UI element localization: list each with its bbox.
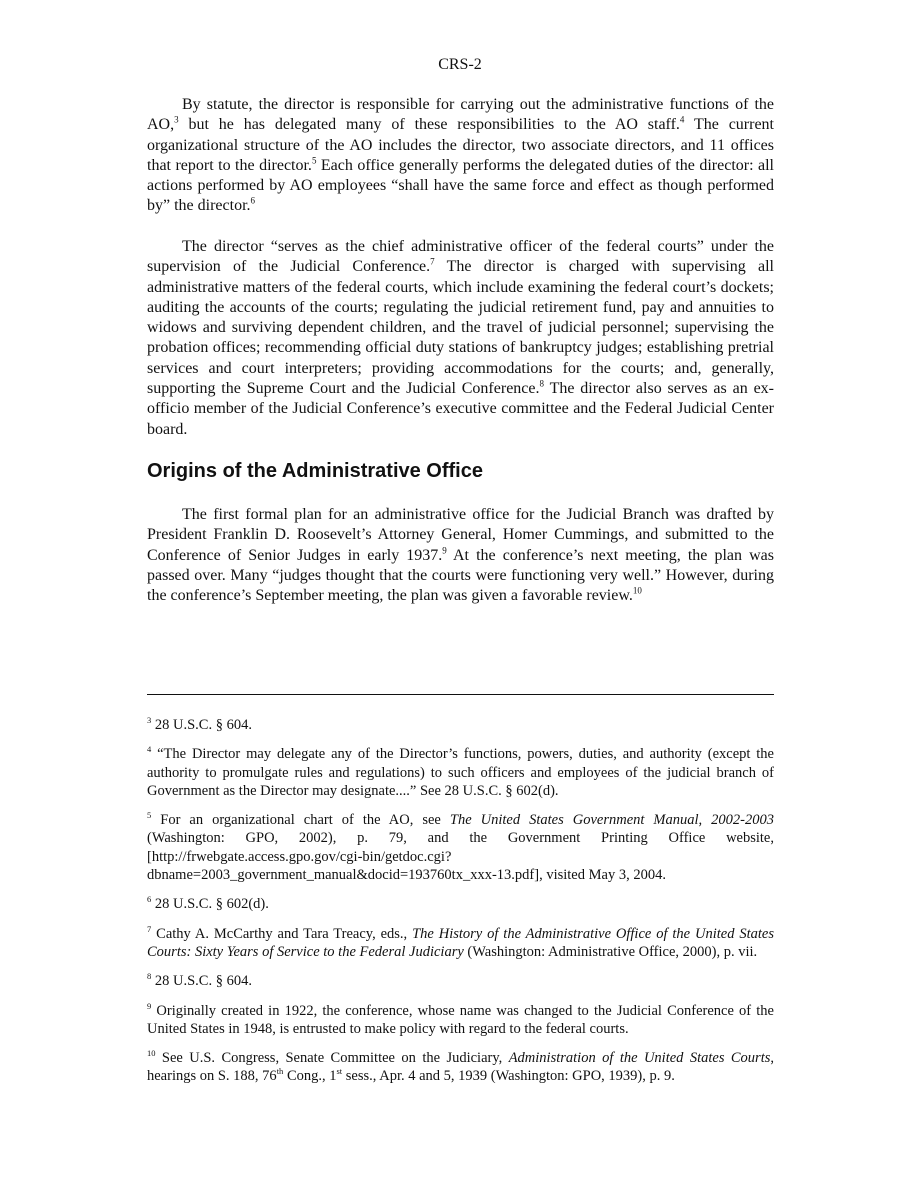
footnote-ref[interactable]: 3 bbox=[174, 114, 179, 125]
footnote-text: (Washington: GPO, 2002), p. 79, and the Government Printing Office website, [http://frwebgate.access.gpo.gov/cgi-bin/getdoc.cgi?dbname=2003_government_manual&docid=193760tx_xxx-13.pdf], visited May 3, 2004. bbox=[147, 830, 774, 884]
paragraph-text: The director “serves as the chief administrative officer of the federal courts” under the supervision of the Judicial Conference. bbox=[147, 238, 774, 276]
footnote-text: (Washington: Administrative Office, 2000), p. vii. bbox=[463, 943, 758, 960]
footnote-text: For an organizational chart of the AO, see bbox=[151, 812, 450, 829]
footnote-9 bbox=[147, 1002, 774, 1039]
body-paragraph-3 bbox=[147, 505, 774, 606]
footnote-text: sess., Apr. 4 and 5, 1939 (Washington: GPO, 1939), p. 9. bbox=[342, 1068, 675, 1085]
paragraph-text: At the conference’s next meeting, the plan was passed over. Many “judges thought that the courts were functioning very well.” However, during the conference’s September meeting, the plan was given a favorable review. bbox=[147, 546, 775, 605]
paragraph-text: The director is charged with supervising all administrative matters of the federal courts, which include examining the federal court’s dockets; auditing the accounts of the courts; regulating the judicial retirement fund, pay and annuities to widows and surviving dependent children, and the travel of judicial personnel; supervising the probation offices; recommending official duty stations of bankruptcy judges; establishing pretrial services and court interpreters; providing accommodations for the courts; and, generally, supporting the Supreme Court and the Judicial Conference. bbox=[147, 258, 775, 398]
section-heading: Origins of the Administrative Office bbox=[147, 460, 483, 482]
page-header bbox=[0, 56, 920, 74]
paragraph-text: The current organizational structure of the AO includes the director, two associate directors, and 11 offices that report to the director. bbox=[147, 116, 775, 174]
cited-title: The United States Government Manual, 2002-2003 bbox=[449, 812, 774, 829]
footnote-divider bbox=[147, 694, 774, 695]
footnote-text: Originally created in 1922, the conference, whose name was changed to the Judicial Conference of the United States in 1948, is entrusted to make policy with regard to the federal courts. bbox=[147, 1002, 774, 1037]
footnote-text: Cathy A. McCarthy and Tara Treacy, eds., bbox=[151, 925, 413, 942]
paragraph-text: By statute, the director is responsible for carrying out the administrative functions of the AO, bbox=[147, 96, 774, 134]
ordinal-suffix: st bbox=[336, 1066, 343, 1077]
paragraph-text: The director also serves as an ex-officio member of the Judicial Conference’s executive committee and the Federal Judicial Center board. bbox=[147, 380, 774, 438]
footnote-text: , hearings on S. 188, 76 bbox=[147, 1050, 774, 1085]
paragraph-text: Each office generally performs the delegated duties of the director: all actions performed by AO employees “shall have the same force and effect as though performed by” the director. bbox=[147, 156, 774, 215]
page-label: CRS-2 bbox=[438, 56, 482, 73]
footnote-ref[interactable]: 9 bbox=[442, 545, 447, 556]
footnote-6 bbox=[147, 895, 774, 913]
footnote-text: 28 U.S.C. § 604. bbox=[151, 973, 252, 990]
cited-title: Administration of the United States Courts bbox=[508, 1050, 771, 1067]
footnote-number: 5 bbox=[147, 810, 152, 821]
footnote-number: 8 bbox=[147, 971, 152, 982]
paragraph-text: but he has delegated many of these responsibilities to the AO staff. bbox=[178, 116, 680, 134]
footnote-number: 9 bbox=[147, 1000, 152, 1011]
paragraph bbox=[147, 237, 774, 440]
footnote-4 bbox=[147, 745, 774, 800]
cited-title: The History of the Administrative Office of the United States Courts: Sixty Years of Service to the Federal Judiciary bbox=[147, 925, 774, 960]
footnote-text: 28 U.S.C. § 602(d). bbox=[151, 896, 269, 913]
footnote-ref[interactable]: 5 bbox=[311, 155, 317, 166]
footnote-8 bbox=[147, 972, 774, 990]
footnote-text: “The Director may delegate any of the Director’s functions, powers, duties, and authority (except the authority to promulgate rules and regulations) to such officers and employees of the judicial branch of Government as the Director may designate....” See 28 U.S.C. § 602(d). bbox=[147, 746, 774, 799]
footnote-text: 28 U.S.C. § 604. bbox=[151, 717, 252, 733]
footnote-ref[interactable]: 6 bbox=[250, 196, 256, 207]
footnote-ref[interactable]: 10 bbox=[632, 585, 642, 596]
footnote-ref[interactable]: 7 bbox=[430, 256, 435, 267]
body-paragraph-2 bbox=[147, 237, 774, 440]
footnote-number: 3 bbox=[147, 715, 152, 726]
footnote-number: 6 bbox=[147, 894, 152, 905]
footnote-text: Cong., 1 bbox=[283, 1068, 337, 1085]
body-paragraph-1 bbox=[147, 95, 774, 217]
ordinal-suffix: th bbox=[276, 1066, 284, 1077]
footnote-10 bbox=[147, 1049, 774, 1086]
footnote-3 bbox=[147, 716, 774, 734]
footnote-5 bbox=[147, 811, 774, 884]
footnote-number: 10 bbox=[147, 1048, 156, 1059]
footnote-number: 7 bbox=[147, 923, 152, 934]
footnote-ref[interactable]: 8 bbox=[539, 378, 544, 389]
paragraph-text: The first formal plan for an administrative office for the Judicial Branch was drafted by President Franklin D. Roosevelt’s Attorney General, Homer Cummings, and submitted to the Conference of Senior Judges in early 1937. bbox=[147, 506, 774, 564]
footnote-text: See U.S. Congress, Senate Committee on the Judiciary, bbox=[155, 1050, 509, 1067]
paragraph bbox=[147, 95, 774, 217]
footnotes-section bbox=[147, 716, 774, 1097]
footnote-7 bbox=[147, 925, 774, 962]
paragraph bbox=[147, 505, 774, 606]
footnote-number: 4 bbox=[147, 744, 152, 755]
footnote-ref[interactable]: 4 bbox=[679, 114, 685, 125]
